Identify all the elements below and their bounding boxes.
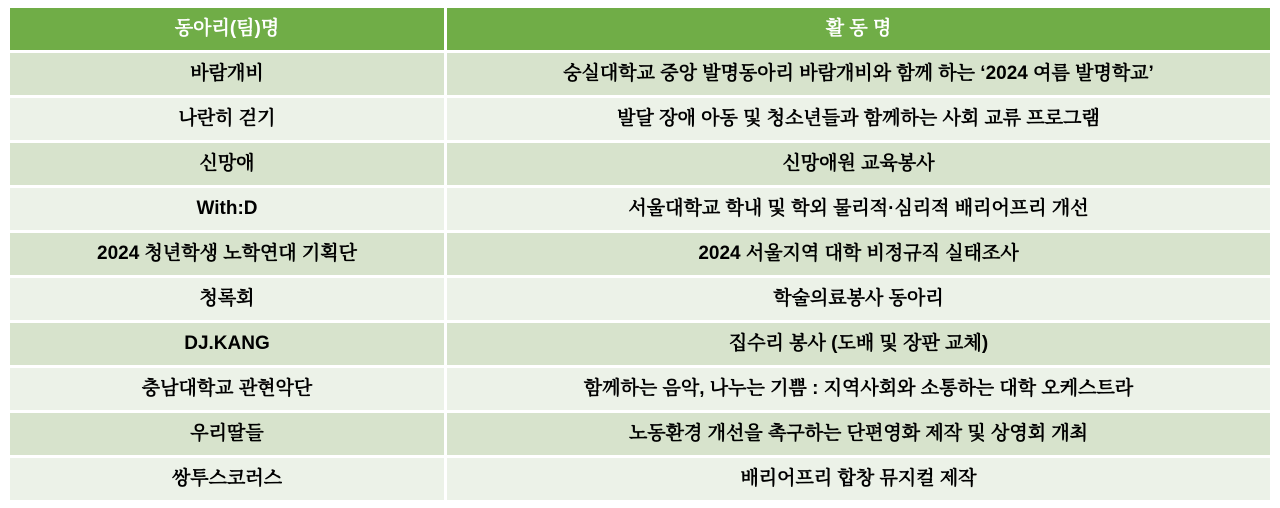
table-row (10, 188, 1270, 230)
table-row (10, 98, 1270, 140)
club-name-cell: 청록회 (10, 278, 444, 320)
table-row (10, 323, 1270, 365)
club-name-cell: 우리딸들 (10, 413, 444, 455)
activity-name-cell: 숭실대학교 중앙 발명동아리 바람개비와 함께 하는 ‘2024 여름 발명학교’ (447, 53, 1270, 95)
column-header-activity-name: 활 동 명 (447, 8, 1270, 50)
activity-name-cell: 함께하는 음악, 나누는 기쁨 : 지역사회와 소통하는 대학 오케스트라 (447, 368, 1270, 410)
table-row (10, 278, 1270, 320)
activity-name-cell: 2024 서울지역 대학 비정규직 실태조사 (447, 233, 1270, 275)
table-row (10, 233, 1270, 275)
club-name-cell: 신망애 (10, 143, 444, 185)
activity-name-cell: 노동환경 개선을 촉구하는 단편영화 제작 및 상영회 개최 (447, 413, 1270, 455)
activity-name-cell: 집수리 봉사 (도배 및 장판 교체) (447, 323, 1270, 365)
column-header-club-name: 동아리(팀)명 (10, 8, 444, 50)
table-row (10, 458, 1270, 500)
club-name-cell: 2024 청년학생 노학연대 기획단 (10, 233, 444, 275)
activity-name-cell: 신망애원 교육봉사 (447, 143, 1270, 185)
club-name-cell: DJ.KANG (10, 323, 444, 365)
club-name-cell: 쌍투스코러스 (10, 458, 444, 500)
club-activity-table (10, 8, 1270, 500)
table-row (10, 413, 1270, 455)
activity-name-cell: 발달 장애 아동 및 청소년들과 함께하는 사회 교류 프로그램 (447, 98, 1270, 140)
table-row (10, 53, 1270, 95)
club-name-cell: 나란히 걷기 (10, 98, 444, 140)
activity-name-cell: 학술의료봉사 동아리 (447, 278, 1270, 320)
club-name-cell: 바람개비 (10, 53, 444, 95)
activity-name-cell: 서울대학교 학내 및 학외 물리적·심리적 배리어프리 개선 (447, 188, 1270, 230)
activity-name-cell: 배리어프리 합창 뮤지컬 제작 (447, 458, 1270, 500)
club-name-cell: With:D (10, 188, 444, 230)
table-header-row (10, 8, 1270, 50)
table-row (10, 143, 1270, 185)
club-name-cell: 충남대학교 관현악단 (10, 368, 444, 410)
table-row (10, 368, 1270, 410)
